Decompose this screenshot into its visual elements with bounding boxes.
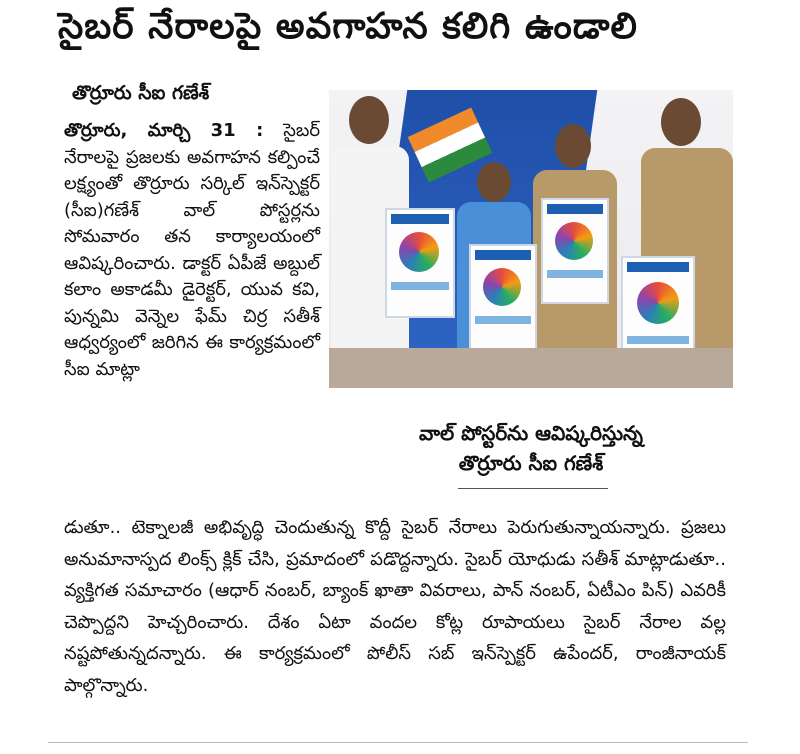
poster-2 xyxy=(469,244,537,350)
bottom-divider xyxy=(48,742,748,743)
desk xyxy=(329,348,733,388)
caption-line-2: తొర్రూరు సీఐ గణేశ్ xyxy=(458,451,604,475)
article-column xyxy=(64,118,320,383)
article-body-column xyxy=(64,118,320,383)
article-body-full-width: డుతూ.. టెక్నాలజీ అభివృద్ధి చెందుతున్న కొద్దీ సైబర్ నేరాలు పెరుగుతున్నాయన్నారు. ప్రజలు అనుమానాస్పద లింక్స్ క్లిక్ చేసి, ప్రమాదంలో పడొద్దన్నారు. సైబర్ యోధుడు సతీశ్ మాట్లాడుతూ.. వ్యక్తిగత సమాచారం (ఆధార్ నంబర్, బ్యాంక్ ఖాతా వివరాలు, పాన్ నంబర్, ఏటీఎం పిన్) ఎవరికీ చెప్పొద్దని హెచ్చరించారు. దేశం ఏటా వందల కోట్ల రూపాయలు సైబర్ నేరాల వల్ల నష్టపోతున్నదన్నారు. ఈ కార్యక్రమంలో పోలీస్ సబ్ ఇన్‌స్పెక్టర్ ఉపేందర్, రాంజీనాయక్ పాల్గొన్నారు. xyxy=(64,517,726,696)
poster-1 xyxy=(385,208,455,318)
headline: సైబర్ నేరాలపై అవగాహన కలిగి ఉండాలి xyxy=(58,6,638,47)
poster-3 xyxy=(541,198,609,304)
photo-caption xyxy=(329,418,733,478)
column-text: సైబర్ నేరాలపై ప్రజలకు అవగాహన కల్పించే లక్ష్యంతో తొర్రూరు సర్కిల్ ఇన్‌స్పెక్టర్ (సీఐ)గణేశ్ వాల్ పోస్టర్లను సోమవారం తన కార్యాలయంలో ఆవిష్కరించారు. డాక్టర్ ఏపీజే అబ్దుల్ కలాం అకాడమీ డైరెక్టర్, యువ కవి, పున్నమి వెన్నెల ఫేమ్ చిర్ర సతీశ్ ఆధ్వర్యంలో జరిగిన ఈ కార్యక్రమంలో సీఐ మాట్లా xyxy=(64,120,320,380)
news-photo xyxy=(329,90,733,388)
caption-line-1: వాల్ పోస్టర్‌ను ఆవిష్కరిస్తున్న xyxy=(419,421,643,445)
caption-divider xyxy=(458,488,608,489)
dateline: తొర్రూరు, మార్చి 31 : xyxy=(64,120,264,141)
byline: తొర్రూరు సీఐ గణేశ్ xyxy=(72,82,210,104)
